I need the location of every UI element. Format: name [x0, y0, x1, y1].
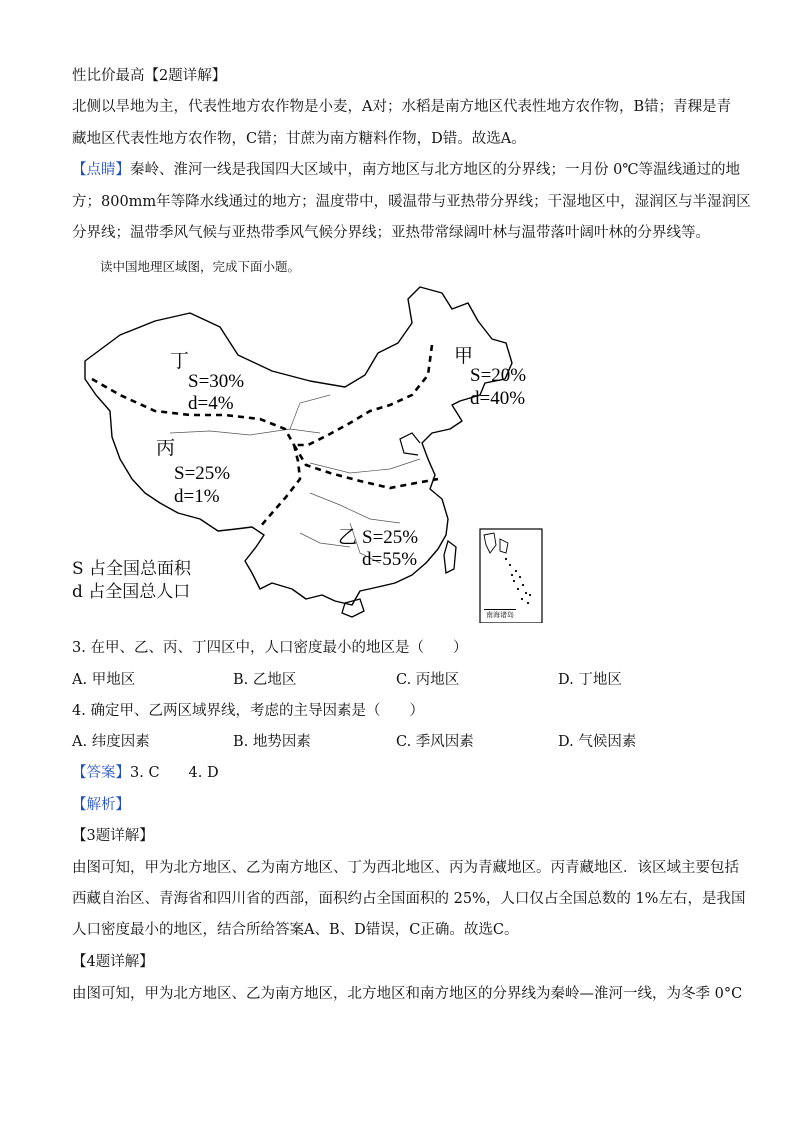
region-jia-pop: d=40%	[470, 388, 526, 409]
text-line: 人口密度最小的地区，结合所给答案A、B、D错误，C正确。故选C。	[72, 922, 519, 938]
q3-option-c: C. 丙地区	[396, 672, 460, 688]
china-region-map	[60, 283, 760, 623]
text-line: 由图可知，甲为北方地区、乙为南方地区，北方地区和南方地区的分界线为秦岭—淮河一线，为冬季 0°C	[72, 986, 743, 1002]
legend-area: S 占全国总面积	[72, 559, 192, 579]
answer-text: 3. C 4. D	[130, 765, 219, 781]
q4-option-c: C. 季风因素	[396, 734, 474, 750]
q4-option-b: B. 地势因素	[233, 734, 311, 750]
detail-4-label: 【4题详解】	[72, 954, 154, 970]
text-line: 性比价最高【2题详解】	[72, 68, 227, 84]
region-jia-name: 甲	[454, 346, 474, 367]
q3-option-d: D. 丁地区	[558, 672, 622, 688]
region-ding-area: S=30%	[188, 371, 245, 392]
answer-line	[72, 763, 219, 783]
region-yi-area: S=25%	[362, 527, 419, 548]
question-4-stem: 4. 确定甲、乙两区域界线，考虑的主导因素是（ ）	[72, 703, 424, 719]
hainan-island	[342, 599, 364, 617]
q4-option-a: A. 纬度因素	[72, 734, 150, 750]
region-yi-pop: d=55%	[362, 549, 418, 570]
taiwan-island	[444, 541, 456, 573]
boundary-qingzang-south	[260, 445, 300, 527]
region-ding-name: 丁	[170, 351, 190, 372]
region-bing-name: 丙	[156, 438, 176, 459]
tip-label: 【点睛】	[72, 162, 130, 178]
region-bing-pop: d=1%	[174, 486, 220, 507]
q3-option-a: A. 甲地区	[72, 672, 136, 688]
text-line: 秦岭、淮河一线是我国四大区域中，南方地区与北方地区的分界线；一月份 0℃等温线通过的地	[130, 162, 741, 178]
q4-option-d: D. 气候因素	[558, 734, 637, 750]
boundary-qinling-huaihe	[294, 445, 438, 488]
tip-paragraph	[72, 160, 740, 180]
inset-label: 南海诸岛	[486, 611, 514, 619]
region-yi-name: 乙	[338, 527, 358, 548]
text-line: 藏地区代表性地方农作物，C错；甘蔗为南方糖料作物，D错。故选A。	[72, 131, 526, 147]
q3-option-b: B. 乙地区	[233, 672, 297, 688]
answer-label: 【答案】	[72, 765, 130, 781]
text-line: 方；800mm年等降水线通过的地方；温度带中，暖温带与亚热带分界线；干湿地区中，湿润区与半湿润区	[72, 194, 751, 210]
detail-3-label: 【3题详解】	[72, 828, 154, 844]
text-line: 西藏自治区、青海省和四川省的西部，面积约占全国面积的 25%，人口仅占全国总数的 1%左右，是我国	[72, 891, 746, 907]
text-line: 北侧以旱地为主，代表性地方农作物是小麦，A对；水稻是南方地区代表性地方农作物，B错；青稞是青	[72, 99, 732, 115]
analysis-label: 【解析】	[72, 797, 130, 813]
text-line: 分界线；温带季风气候与亚热带季风气候分界线；亚热带常绿阔叶林与温带落叶阔叶林的分界线等。	[72, 225, 710, 241]
region-ding-pop: d=4%	[188, 393, 234, 414]
region-jia-area: S=20%	[470, 365, 527, 386]
boundary-north-northwest	[294, 345, 432, 445]
question-3-stem: 3. 在甲、乙、丙、丁四区中，人口密度最小的地区是（ ）	[72, 640, 468, 656]
legend-population: d 占全国总人口	[72, 582, 191, 602]
region-bing-area: S=25%	[174, 463, 231, 484]
map-caption: 读中国地理区域图，完成下面小题。	[100, 259, 301, 274]
text-line: 由图可知，甲为北方地区、乙为南方地区、丁为西北地区、丙为青藏地区。丙青藏地区．该区域主要包括	[72, 860, 739, 876]
